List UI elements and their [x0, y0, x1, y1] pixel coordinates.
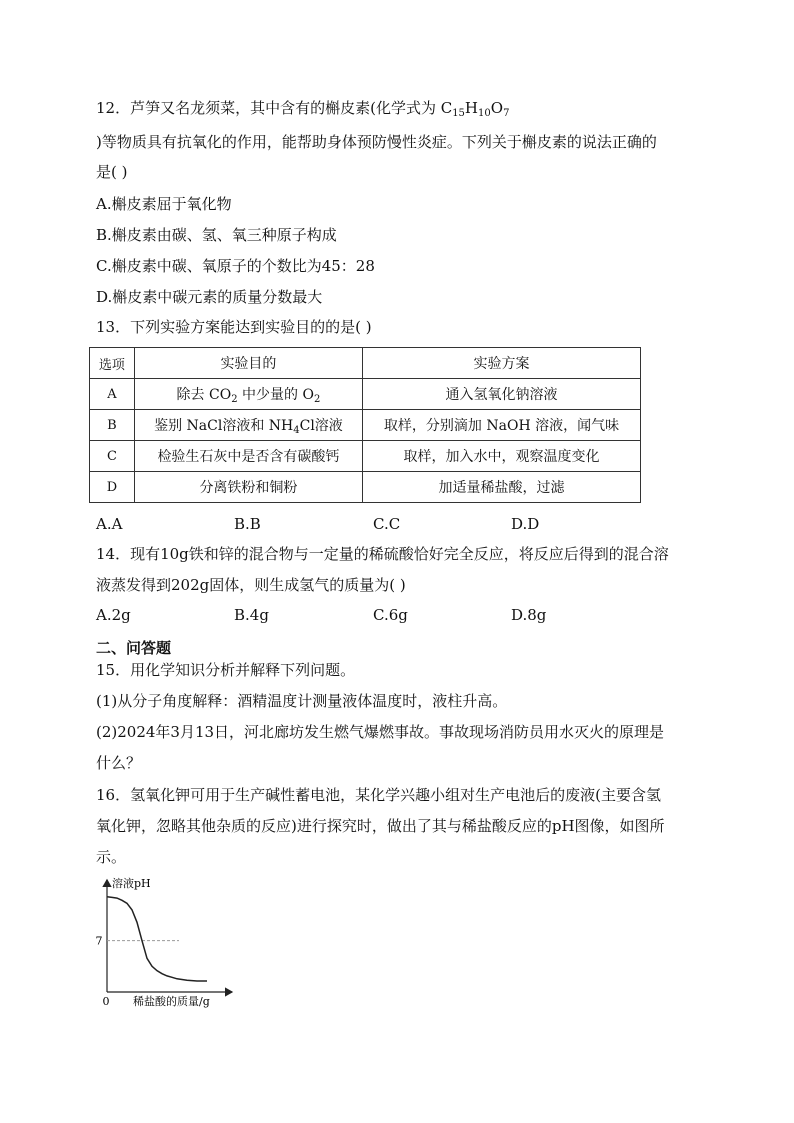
header-plan: 实验方案 [363, 348, 641, 379]
q13-choice-a: A.A [96, 515, 123, 533]
q12-option-d: D.槲皮素中碳元素的质量分数最大 [96, 288, 323, 306]
row-goal: 鉴别 NaCl溶液和 $NH_4Cl$溶液 [134, 410, 362, 441]
row-plan: 加适量稀盐酸，过滤 [363, 472, 641, 503]
q12-line3: 是( ) [96, 163, 128, 181]
row-goal: 除去 $CO_2$ 中少量的 $O_2$ [134, 379, 362, 410]
q13-choice-b: B.B [234, 515, 261, 533]
origin-label: 0 [102, 995, 110, 1008]
q14-line1: 14．现有10g铁和锌的混合物与一定量的稀硫酸恰好完全反应，将反应后得到的混合溶 [96, 545, 669, 563]
q14-choice-b: B.4g [234, 606, 269, 624]
q13-stem: 13．下列实验方案能达到实验目的的是( ) [96, 318, 372, 336]
row-plan: 取样，分别滴加 NaOH 溶液，闻气味 [363, 410, 641, 441]
q12-line1: 12．芦笋又名龙须菜，其中含有的槲皮素(化学式为 $C_{15}H_{10}O_7$ [96, 99, 510, 119]
header-option: 选项 [90, 348, 135, 379]
q16-line1: 16．氢氧化钾可用于生产碱性蓄电池，某化学兴趣小组对生产电池后的废液(主要含氢 [96, 786, 661, 804]
table-row [90, 472, 641, 503]
row-option: C [90, 441, 135, 472]
q13-choice-c: C.C [373, 515, 401, 533]
q13-table [89, 347, 641, 503]
q14-choice-d: D.8g [511, 606, 547, 624]
y-tick-label: 7 [95, 934, 103, 948]
q12-option-a: A.槲皮素屈于氧化物 [96, 195, 232, 213]
y-axis-label: 溶液pH [112, 877, 151, 890]
q15-part2-line1: (2)2024年3月13日，河北廊坊发生燃气爆燃事故。事故现场消防员用水灭火的原理是 [96, 723, 665, 741]
table-header-row [90, 348, 641, 379]
table-row [90, 379, 641, 410]
table-row [90, 410, 641, 441]
table-row [90, 441, 641, 472]
row-plan: 通入氢氧化钠溶液 [363, 379, 641, 410]
q14-choice-a: A.2g [96, 606, 131, 624]
section-heading: 二、问答题 [96, 639, 172, 657]
row-plan: 取样，加入水中，观察温度变化 [363, 441, 641, 472]
q15-part1: (1)从分子角度解释：酒精温度计测量液体温度时，液柱升高。 [96, 692, 508, 710]
q14-choice-c: C.6g [373, 606, 408, 624]
row-option: D [90, 472, 135, 503]
row-goal: 检验生石灰中是否含有碳酸钙 [134, 441, 362, 472]
q12-option-c: C.槲皮素中碳、氧原子的个数比为45：28 [96, 257, 375, 275]
row-option: B [90, 410, 135, 441]
q13-choice-d: D.D [511, 515, 540, 533]
q12-option-b: B.槲皮素由碳、氢、氧三种原子构成 [96, 226, 337, 244]
q12-line2: )等物质具有抗氧化的作用，能帮助身体预防慢性炎症。下列关于槲皮素的说法正确的 [96, 133, 657, 151]
q15-stem: 15．用化学知识分析并解释下列问题。 [96, 661, 356, 679]
row-option: A [90, 379, 135, 410]
row-goal: 分离铁粉和铜粉 [134, 472, 362, 503]
ph-curve-series [107, 897, 207, 981]
q14-line2: 液蒸发得到202g固体，则生成氢气的质量为( ) [96, 576, 406, 594]
x-axis-label: 稀盐酸的质量/g [133, 995, 210, 1008]
header-goal: 实验目的 [134, 348, 362, 379]
ph-chart [86, 872, 236, 1012]
q16-line3: 示。 [96, 848, 127, 866]
q16-line2: 氧化钾，忽略其他杂质的反应)进行探究时，做出了其与稀盐酸反应的pH图像，如图所 [96, 817, 665, 835]
q15-part2-line2: 什么？ [96, 754, 142, 772]
